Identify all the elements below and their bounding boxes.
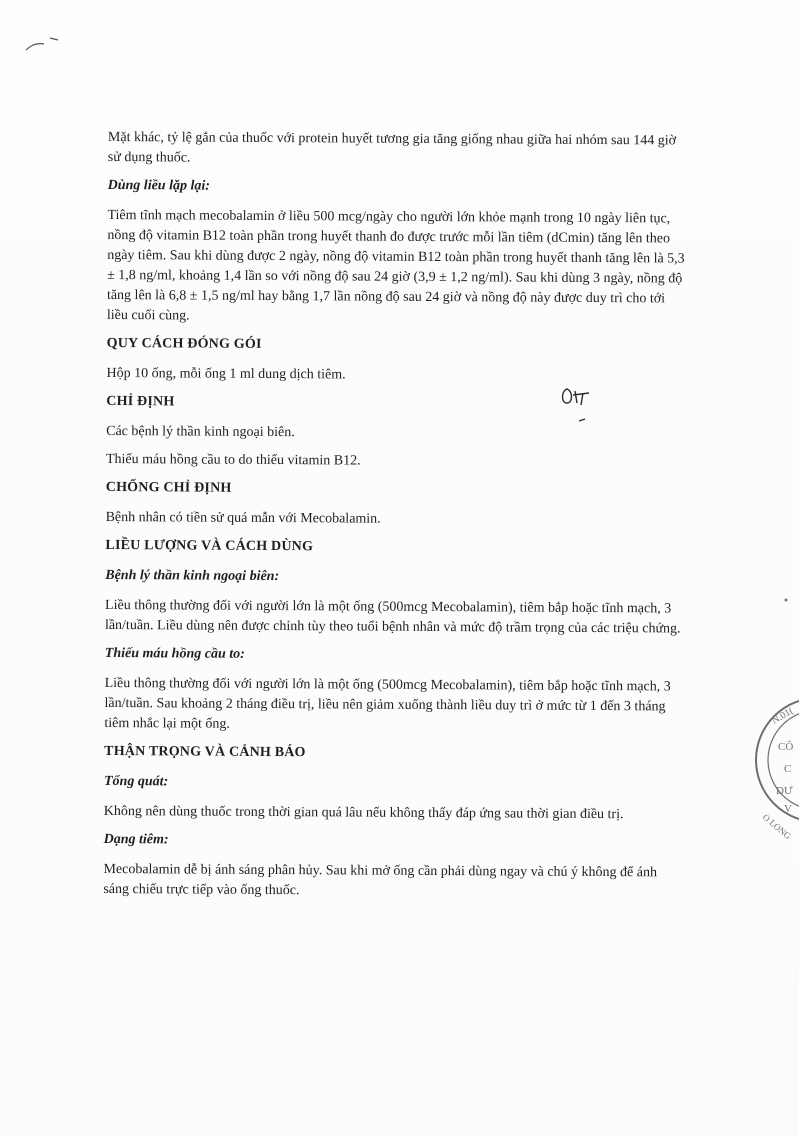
heading-dosage: LIỀU LƯỢNG VÀ CÁCH DÙNG bbox=[105, 537, 314, 555]
paragraph-neuropathy-dose: Liều thông thường đối với người lớn là một ống (500mcg Mecobalamin), tiêm bắp hoặc tĩnh mạch, 3 lần/tuần. Liều dùng nên được chỉnh tùy theo tuổi bệnh nhân và mức độ trầm trọng của các triệu chứng. bbox=[104, 597, 681, 637]
paragraph-packaging: Hộp 10 ống, mỗi ống 1 ml dung dịch tiêm. bbox=[106, 365, 346, 383]
scan-mark bbox=[22, 30, 62, 54]
paragraph-general: Không nên dùng thuốc trong thời gian quá lâu nếu không thấy đáp ứng sau thời gian điều trị. bbox=[103, 803, 624, 823]
subheading-repeat-dose: Dùng liều lặp lại: bbox=[107, 177, 210, 194]
company-stamp bbox=[748, 690, 799, 842]
paragraph-contraindication: Bệnh nhân có tiền sử quá mẫn với Mecobalamin. bbox=[105, 509, 381, 527]
subheading-anemia: Thiếu máu hồng cầu to: bbox=[104, 645, 245, 662]
document-body bbox=[103, 128, 690, 912]
paragraph-injection-form: Mecobalamin dễ bị ánh sáng phân hủy. Sau khi mở ống cần phải dùng ngay và chú ý không để ánh sáng chiếu trực tiếp vào ống thuốc. bbox=[103, 861, 658, 899]
heading-contraindications: CHỐNG CHỈ ĐỊNH bbox=[105, 479, 232, 496]
subheading-neuropathy: Bệnh lý thần kinh ngoại biên: bbox=[105, 567, 280, 585]
heading-indications: CHỈ ĐỊNH bbox=[106, 393, 175, 410]
paragraph-protein-binding: Mặt khác, tỷ lệ gắn của thuốc với protein huyết tương gia tăng giống nhau giữa hai nhóm sau 144 giờ sử dụng thuốc. bbox=[107, 129, 677, 166]
scan-speck bbox=[782, 596, 790, 604]
subheading-general: Tổng quát: bbox=[103, 773, 169, 790]
svg-text:V: V bbox=[784, 803, 792, 815]
paragraph-indication-1: Các bệnh lý thần kinh ngoại biên. bbox=[106, 423, 295, 441]
handwritten-initials bbox=[559, 381, 599, 429]
paragraph-repeat-dose: Tiêm tĩnh mạch mecobalamin ở liều 500 mcg/ngày cho người lớn khỏe mạnh trong 10 ngày liên tục, nồng độ vitamin B12 toàn phần trong huyết thanh đo được trước mỗi lần tiêm (dCmin) tăng lên theo ngày tiêm. Sau khi dùng được 2 ngày, nồng độ vitamin B12 toàn phần trong huyết thanh tăng lên là 5,3 ± 1,8 ng/ml, khoảng 1,4 lần so với nồng độ sau 24 giờ (3,9 ± 1,2 ng/ml). Sau khi dùng 3 ngày, nồng độ tăng lên là 6,8 ± 1,5 ng/ml hay bằng 1,7 lần nồng độ sau 24 giờ và nồng độ này được duy trì cho tới liều cuối cùng. bbox=[106, 207, 685, 324]
svg-text:O LONG: O LONG bbox=[760, 811, 793, 842]
svg-text:N.01(: N.01( bbox=[770, 705, 796, 727]
paragraph-indication-2: Thiếu máu hồng cầu to do thiếu vitamin B12. bbox=[105, 451, 361, 469]
heading-packaging: QUY CÁCH ĐÓNG GÓI bbox=[106, 335, 262, 352]
subheading-injection-form: Dạng tiêm: bbox=[103, 831, 169, 848]
heading-warnings: THẬN TRỌNG VÀ CẢNH BÁO bbox=[104, 743, 306, 761]
svg-text:C: C bbox=[784, 763, 792, 775]
svg-text:DƯ: DƯ bbox=[776, 785, 793, 797]
paragraph-anemia-dose: Liều thông thường đối với người lớn là một ống (500mcg Mecobalamin), tiêm bắp hoặc tĩnh mạch, 3 lần/tuần. Sau khoảng 2 tháng điều trị, liều nên giảm xuống thành liều duy trì ở mức từ 1 đến 3 tháng tiêm nhắc lại một ống. bbox=[104, 675, 671, 732]
svg-text:CÔ: CÔ bbox=[778, 741, 794, 753]
